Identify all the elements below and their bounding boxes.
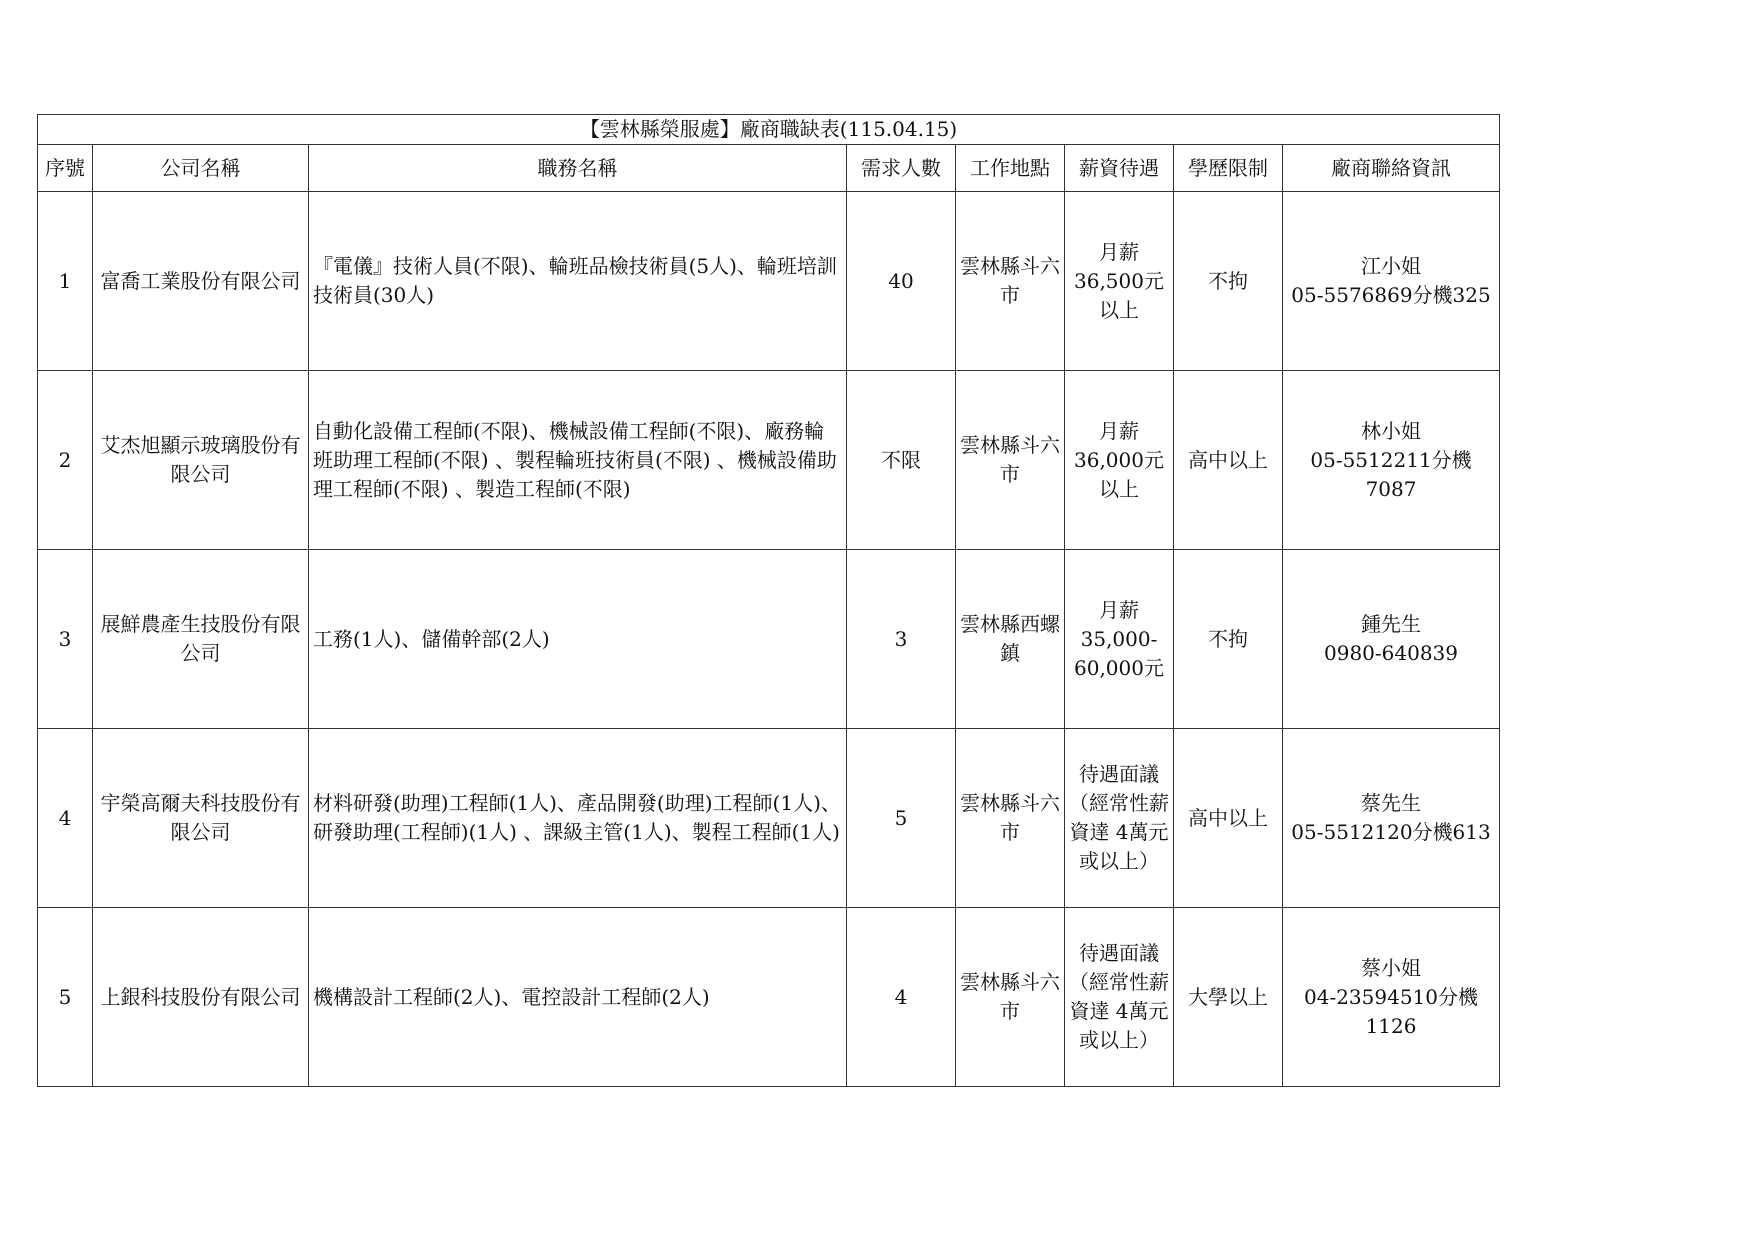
table-row — [38, 908, 1500, 1087]
row-company: 宇榮高爾夫科技股份有限公司 — [93, 729, 309, 908]
header-contact: 廠商聯絡資訊 — [1283, 145, 1500, 192]
job-vacancy-table — [37, 114, 1500, 1087]
table-row — [38, 192, 1500, 371]
table-header-row — [38, 145, 1500, 192]
row-education: 大學以上 — [1174, 908, 1283, 1087]
row-salary: 待遇面議（經常性薪資達 4萬元或以上） — [1065, 729, 1174, 908]
row-positions: 自動化設備工程師(不限)、機械設備工程師(不限)、廠務輪班助理工程師(不限) 、製程輪班技術員(不限) 、機械設備助理工程師(不限) 、製造工程師(不限) — [309, 371, 847, 550]
row-no: 4 — [38, 729, 93, 908]
row-education: 高中以上 — [1174, 729, 1283, 908]
row-no: 3 — [38, 550, 93, 729]
row-location: 雲林縣斗六市 — [956, 371, 1065, 550]
table-row — [38, 729, 1500, 908]
header-location: 工作地點 — [956, 145, 1065, 192]
row-contact: 鍾先生 0980-640839 — [1283, 550, 1500, 729]
row-salary: 月薪 35,000- 60,000元 — [1065, 550, 1174, 729]
row-count: 3 — [847, 550, 956, 729]
row-positions: 『電儀』技術人員(不限)、輪班品檢技術員(5人)、輪班培訓技術員(30人) — [309, 192, 847, 371]
row-contact: 蔡先生 05-5512120分機613 — [1283, 729, 1500, 908]
header-company: 公司名稱 — [93, 145, 309, 192]
row-salary: 月薪 36,000元 以上 — [1065, 371, 1174, 550]
table-title-row — [38, 115, 1500, 145]
row-location: 雲林縣斗六市 — [956, 192, 1065, 371]
row-contact: 江小姐 05-5576869分機325 — [1283, 192, 1500, 371]
table-title: 【雲林縣榮服處】廠商職缺表(115.04.15) — [38, 115, 1500, 145]
row-company: 展鮮農產生技股份有限公司 — [93, 550, 309, 729]
row-count: 5 — [847, 729, 956, 908]
row-location: 雲林縣西螺鎮 — [956, 550, 1065, 729]
row-company: 富喬工業股份有限公司 — [93, 192, 309, 371]
row-contact: 林小姐 05-5512211分機7087 — [1283, 371, 1500, 550]
row-contact: 蔡小姐 04-23594510分機1126 — [1283, 908, 1500, 1087]
row-company: 艾杰旭顯示玻璃股份有限公司 — [93, 371, 309, 550]
row-count: 40 — [847, 192, 956, 371]
row-education: 高中以上 — [1174, 371, 1283, 550]
header-count: 需求人數 — [847, 145, 956, 192]
row-salary: 待遇面議（經常性薪資達 4萬元或以上） — [1065, 908, 1174, 1087]
row-count: 不限 — [847, 371, 956, 550]
row-no: 1 — [38, 192, 93, 371]
row-positions: 機構設計工程師(2人)、電控設計工程師(2人) — [309, 908, 847, 1087]
header-no: 序號 — [38, 145, 93, 192]
table-row — [38, 550, 1500, 729]
row-education: 不拘 — [1174, 192, 1283, 371]
header-positions: 職務名稱 — [309, 145, 847, 192]
header-education: 學歷限制 — [1174, 145, 1283, 192]
row-education: 不拘 — [1174, 550, 1283, 729]
row-location: 雲林縣斗六市 — [956, 729, 1065, 908]
job-vacancy-sheet — [37, 114, 1499, 1087]
row-positions: 材料研發(助理)工程師(1人)、產品開發(助理)工程師(1人)、研發助理(工程師)(1人) 、課級主管(1人)、製程工程師(1人) — [309, 729, 847, 908]
row-no: 2 — [38, 371, 93, 550]
row-location: 雲林縣斗六市 — [956, 908, 1065, 1087]
header-salary: 薪資待遇 — [1065, 145, 1174, 192]
row-count: 4 — [847, 908, 956, 1087]
row-salary: 月薪 36,500元 以上 — [1065, 192, 1174, 371]
row-company: 上銀科技股份有限公司 — [93, 908, 309, 1087]
table-row — [38, 371, 1500, 550]
row-positions: 工務(1人)、儲備幹部(2人) — [309, 550, 847, 729]
row-no: 5 — [38, 908, 93, 1087]
